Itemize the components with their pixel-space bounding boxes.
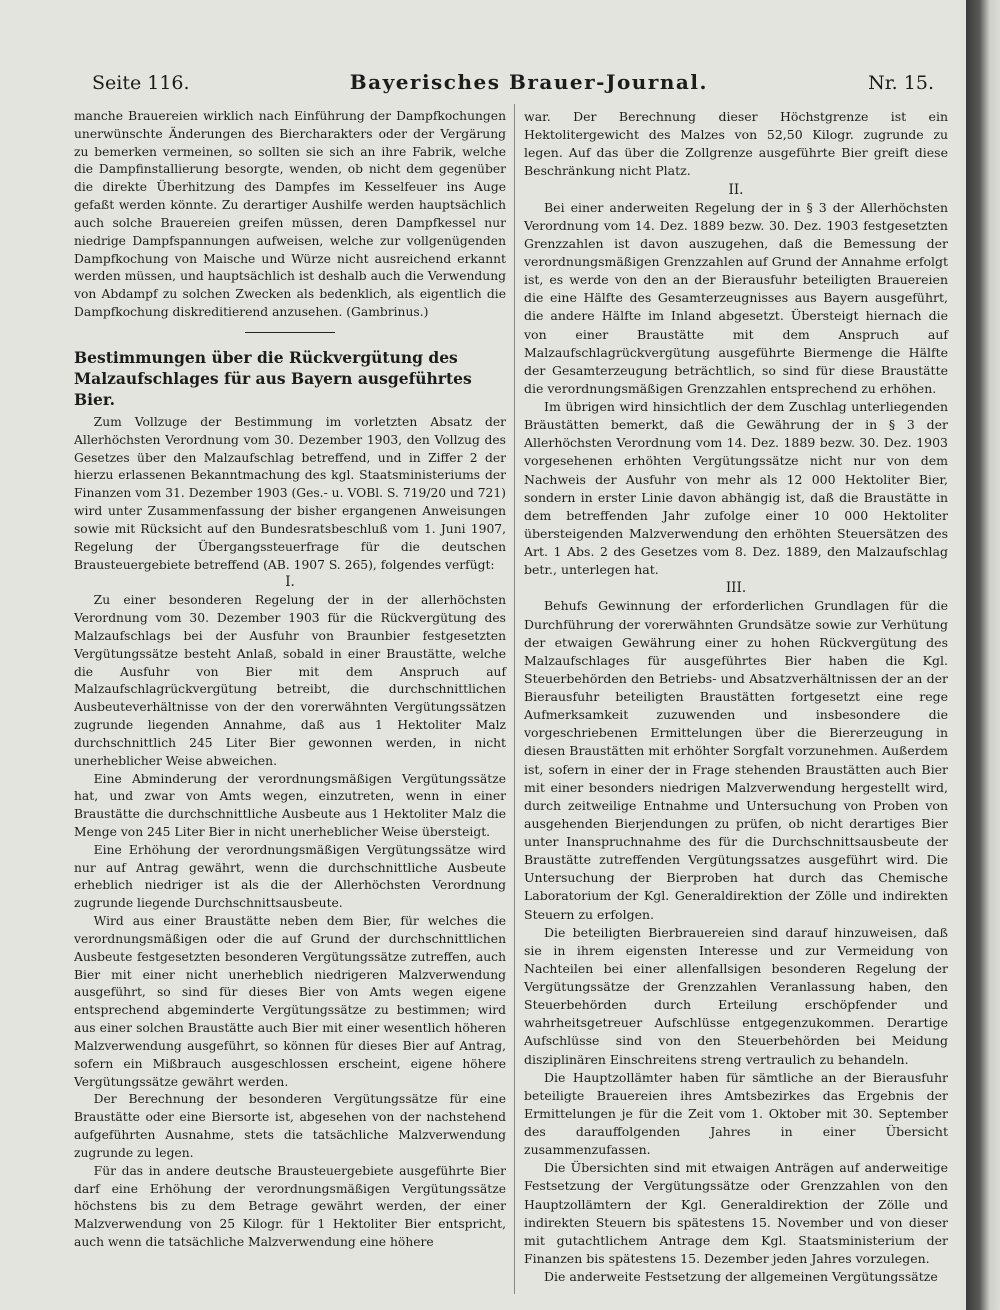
article-paragraph: Die beteiligten Bierbrauereien sind darauf hinzuweisen, daß sie in ihrem eigensten Interesse und zur Vermeidung von Nachteilen bei einer allenfallsigen besonderen Regelung der Vergütungssätze der Grenzzahlen Veranlassung haben, den Steuerbehörden durch Erteilung erschöpfender und wahrheitsgetreuer Aufschlüsse entgegenzukommen. Derartige Aufschlüsse sind von den Steuerbehörden bei Meidung disziplinären Einschreitens streng vertraulich zu behandeln. <box>524 924 948 1067</box>
section-number: II. <box>728 181 744 198</box>
column-divider <box>514 104 515 1294</box>
article-paragraph: Wird aus einer Braustätte neben dem Bier, für welches die verordnungsmäßigen oder die auf Grund der durchschnittlichen Ausbeute festgesetzten besonderen Vergütungssätze zutreffen, auch Bier mit einer nicht unerheblich niedrigeren Malzverwendung ausgeführt, so sind für dieses Bier von Amts wegen eigene entsprechend abgeminderte Vergütungssätze zu bestimmen; wird aus einer solchen Braustätte auch Bier mit einer wesentlich höheren Malzverwendung ausgeführt, so können für dieses Bier auf Antrag, sofern ein Mißbrauch ausgeschlossen erscheint, eigene höhere Vergütungssätze gewährt werden. <box>74 914 506 1089</box>
intro-paragraph: manche Brauereien wirklich nach Einführung der Dampfkochungen unerwünschte Änderungen des Biercharakters oder der Vergärung zu bemerken vermeinen, so sollten sie sich an ihre Fabrik, welche die Dampfinstallierung besorgte, wenden, ob nicht dem gegenüber die direkte Überhitzung des Dampfes im Kesselfeuer ins Auge gefaßt werden könnte. Zu derartiger Aushilfe werden hauptsächlich auch solche Brauereien greifen müssen, deren Dampfkessel nur niedrige Dampfspannungen aufweisen, welche zur vollgenügenden Dampfkochung von Maische und Würze nicht ausreichend erkannt werden müssen, und hauptsächlich ist deshalb auch die Verwendung von Abdampf zu solchen Zwecken als bedenklich, als eigentlich die Dampfkochung diskreditierend anzusehen. (Gambrinus.) <box>74 109 506 320</box>
section-number: I. <box>285 574 295 591</box>
article-heading: Bestimmungen über die Rückvergütung des Malzaufschlages für aus Bayern ausgeführtes Bier. <box>74 347 472 409</box>
article-paragraph: war. Der Berechnung dieser Höchstgrenze ist ein Hektolitergewicht des Malzes von 52,50 Kilogr. zugrunde zu legen. Auf das über die Zollgrenze ausgeführte Bier greift diese Beschränkung nicht Platz. <box>524 109 948 179</box>
article-paragraph: Die Hauptzollämter haben für sämtliche an der Bierausfuhr beteiligte Brauereien ihres Amtsbezirkes das Ergebnis der Ermittelungen je für die Zeit vom 1. Oktober mit 30. September des darauffolgenden Jahres in einer Übersicht zusammenzufassen. <box>524 1069 948 1158</box>
section-rule <box>245 332 335 333</box>
left-column <box>74 108 506 1252</box>
issue-number: Nr. 15. <box>868 72 934 94</box>
binding-edge <box>966 0 1000 1310</box>
section-number: III. <box>725 580 747 597</box>
article-paragraph: Die Übersichten sind mit etwaigen Anträgen auf anderweitige Festsetzung der Vergütungssätze oder Grenzzahlen von den Hauptzollämtern der Kgl. Generaldirektion der Zölle und indirekten Steuern bis spätestens 15. November und von dieser mit gutachtlichem Antrage dem Kgl. Staatsministerium der Finanzen bis spätestens 15. Dezember jeden Jahres vorzulegen. <box>524 1160 948 1266</box>
article-paragraph: Der Berechnung der besonderen Vergütungssätze für eine Braustätte oder eine Biersorte ist, abgesehen von der nachstehend aufgeführten Ausnahme, stets die tatsächliche Malzverwendung zugrunde zu legen. <box>74 1092 506 1160</box>
article-paragraph: Zum Vollzuge der Bestimmung im vorletzten Absatz der Allerhöchsten Verordnung vom 30. Dezember 1903, den Vollzug des Gesetzes über den Malzaufschlag betreffend, und in Ziffer 2 der hierzu erlassenen Bekanntmachung des kgl. Staatsministeriums der Finanzen vom 31. Dezember 1903 (Ges.- u. VOBl. S. 719/20 und 721) wird unter Zusammenfassung der bisher ergangenen Anweisungen sowie mit Rücksicht auf den Bundesratsbeschluß vom 1. Juni 1907, Regelung der Übergangssteuerfrage für die deutschen Brausteuergebiete betreffend (AB. 1907 S. 265), folgendes verfügt: <box>74 414 506 572</box>
article-paragraph: Bei einer anderweiten Regelung der in § 3 der Allerhöchsten Verordnung vom 14. Dez. 1889 bezw. 30. Dez. 1903 festgesetzten Grenzzahlen ist davon auszugehen, daß die Bemessung der verordnungsmäßigen Grenzzahlen auf Grund der Annahme erfolgt ist, es werde von den an der Bierausfuhr beteiligten Brauereien die eine Hälfte des Gesamterzeugnisses aus Bayern ausgeführt, die andere Hälfte im Inland abgesetzt. Übersteigt hiernach die von einer Braustätte mit dem Anspruch auf Malzaufschlagrückvergütung ausgeführte Biermenge die Hälfte der Gesamterzeugung beträchtlich, so sind für diese Braustätte die verordnungsmäßigen Grenzzahlen entsprechend zu erhöhen. <box>524 199 948 396</box>
article-paragraph: Für das in andere deutsche Brausteuergebiete ausgeführte Bier darf eine Erhöhung der verordnungsmäßigen Vergütungssätze höchstens bis zu dem Betrage gewährt werden, der einer Malzverwendung von 25 Kilogr. für 1 Hektoliter Bier entspricht, auch wenn die tatsächliche Malzverwendung eine höhere <box>74 1163 506 1250</box>
article-paragraph: Eine Erhöhung der verordnungsmäßigen Vergütungssätze wird nur auf Antrag gewährt, wenn die durchschnittliche Ausbeute erheblich niedriger ist als die der Allerhöchsten Verordnung zugrunde liegende Durchschnittsausbeute. <box>74 842 506 911</box>
article-paragraph: Behufs Gewinnung der erforderlichen Grundlagen für die Durchführung der vorerwähnten Grundsätze sowie zur Verhütung der etwaigen Gewährung einer zu hohen Rückvergütung des Malzaufschlages für ausgeführtes Bier haben die Kgl. Steuerbehörden den Betriebs- und Absatzverhältnissen der an der Bierausfuhr beteiligten Braustätten fortgesetzt eine rege Aufmerksamkeit zuzuwenden und insbesondere die vorgeschriebenen Ermittelungen über die Biererzeugung in diesen Braustätten mit erhöhter Sorgfalt vorzunehmen. Außerdem ist, sofern in einer der in Frage stehenden Braustätten auch Bier mit einer besonders niedrigen Malzverwendung hergestellt wird, durch zeitweilige Entnahme und Untersuchung von Proben von ausgehenden Bierjendungen zu prüfen, ob nicht derartiges Bier unter Inanspruchnahme des für die Durchschnittsausbeute der Braustätte zutreffenden Vergütungssatzes ausgeführt wird. Die Untersuchung der Bierproben hat durch das Chemische Laboratorium der Kgl. Generaldirektion der Zölle und indirekten Steuern zu erfolgen. <box>524 598 948 922</box>
page-number: Seite 116. <box>92 72 190 94</box>
right-column <box>524 108 948 1286</box>
article-paragraph: Die anderweite Festsetzung der allgemeinen Vergütungssätze <box>544 1269 938 1284</box>
article-paragraph: Im übrigen wird hinsichtlich der dem Zuschlag unterliegenden Bräustätten bemerkt, daß die Gewährung der in § 3 der Allerhöchsten Verordnung vom 14. Dez. 1889 bezw. 30. Dez. 1903 vorgesehenen erhöhten Vergütungssätze nicht nur von dem Nachweis der Ausfuhr von mehr als 12 000 Hektoliter Bier, sondern in erster Linie davon abhängig ist, daß die Braustätte in dem betreffenden Jahr zufolge einer 10 000 Hektoliter übersteigenden Malzverwendung den erhöhten Steuersätzen des Art. 1 Abs. 2 des Gesetzes vom 8. Dez. 1889, den Malzaufschlag betr., unterlegen hat. <box>524 399 948 578</box>
article-paragraph: Eine Abminderung der verordnungsmäßigen Vergütungssätze hat, und zwar von Amts wegen, einzutreten, wenn in einer Braustätte die durchschnittliche Ausbeute aus 1 Hektoliter Malz die Menge von 245 Liter Bier in nicht unerheblicher Weise übersteigt. <box>74 771 506 839</box>
journal-title: Bayerisches Brauer-Journal. <box>349 70 708 94</box>
article-paragraph: Zu einer besonderen Regelung der in der allerhöchsten Verordnung vom 30. Dezember 1903 für die Rückvergütung des Malzaufschlags bei der Ausfuhr von Braunbier festgesetzten Vergütungssätze besteht Anlaß, sobald in einer Braustätte, welche die Ausfuhr von Bier mit dem Anspruch auf Malzaufschlagrückvergütung betreibt, die durchschnittlichen Ausbeuteverhältnisse von der den vorerwähnten Vergütungssätzen zugrunde liegenden Annahme, daß aus 1 Hektoliter Malz durchschnittlich 245 Liter Bier gewonnen werden, in nicht unerheblicher Weise abweichen. <box>74 593 506 768</box>
page-header <box>92 70 934 104</box>
